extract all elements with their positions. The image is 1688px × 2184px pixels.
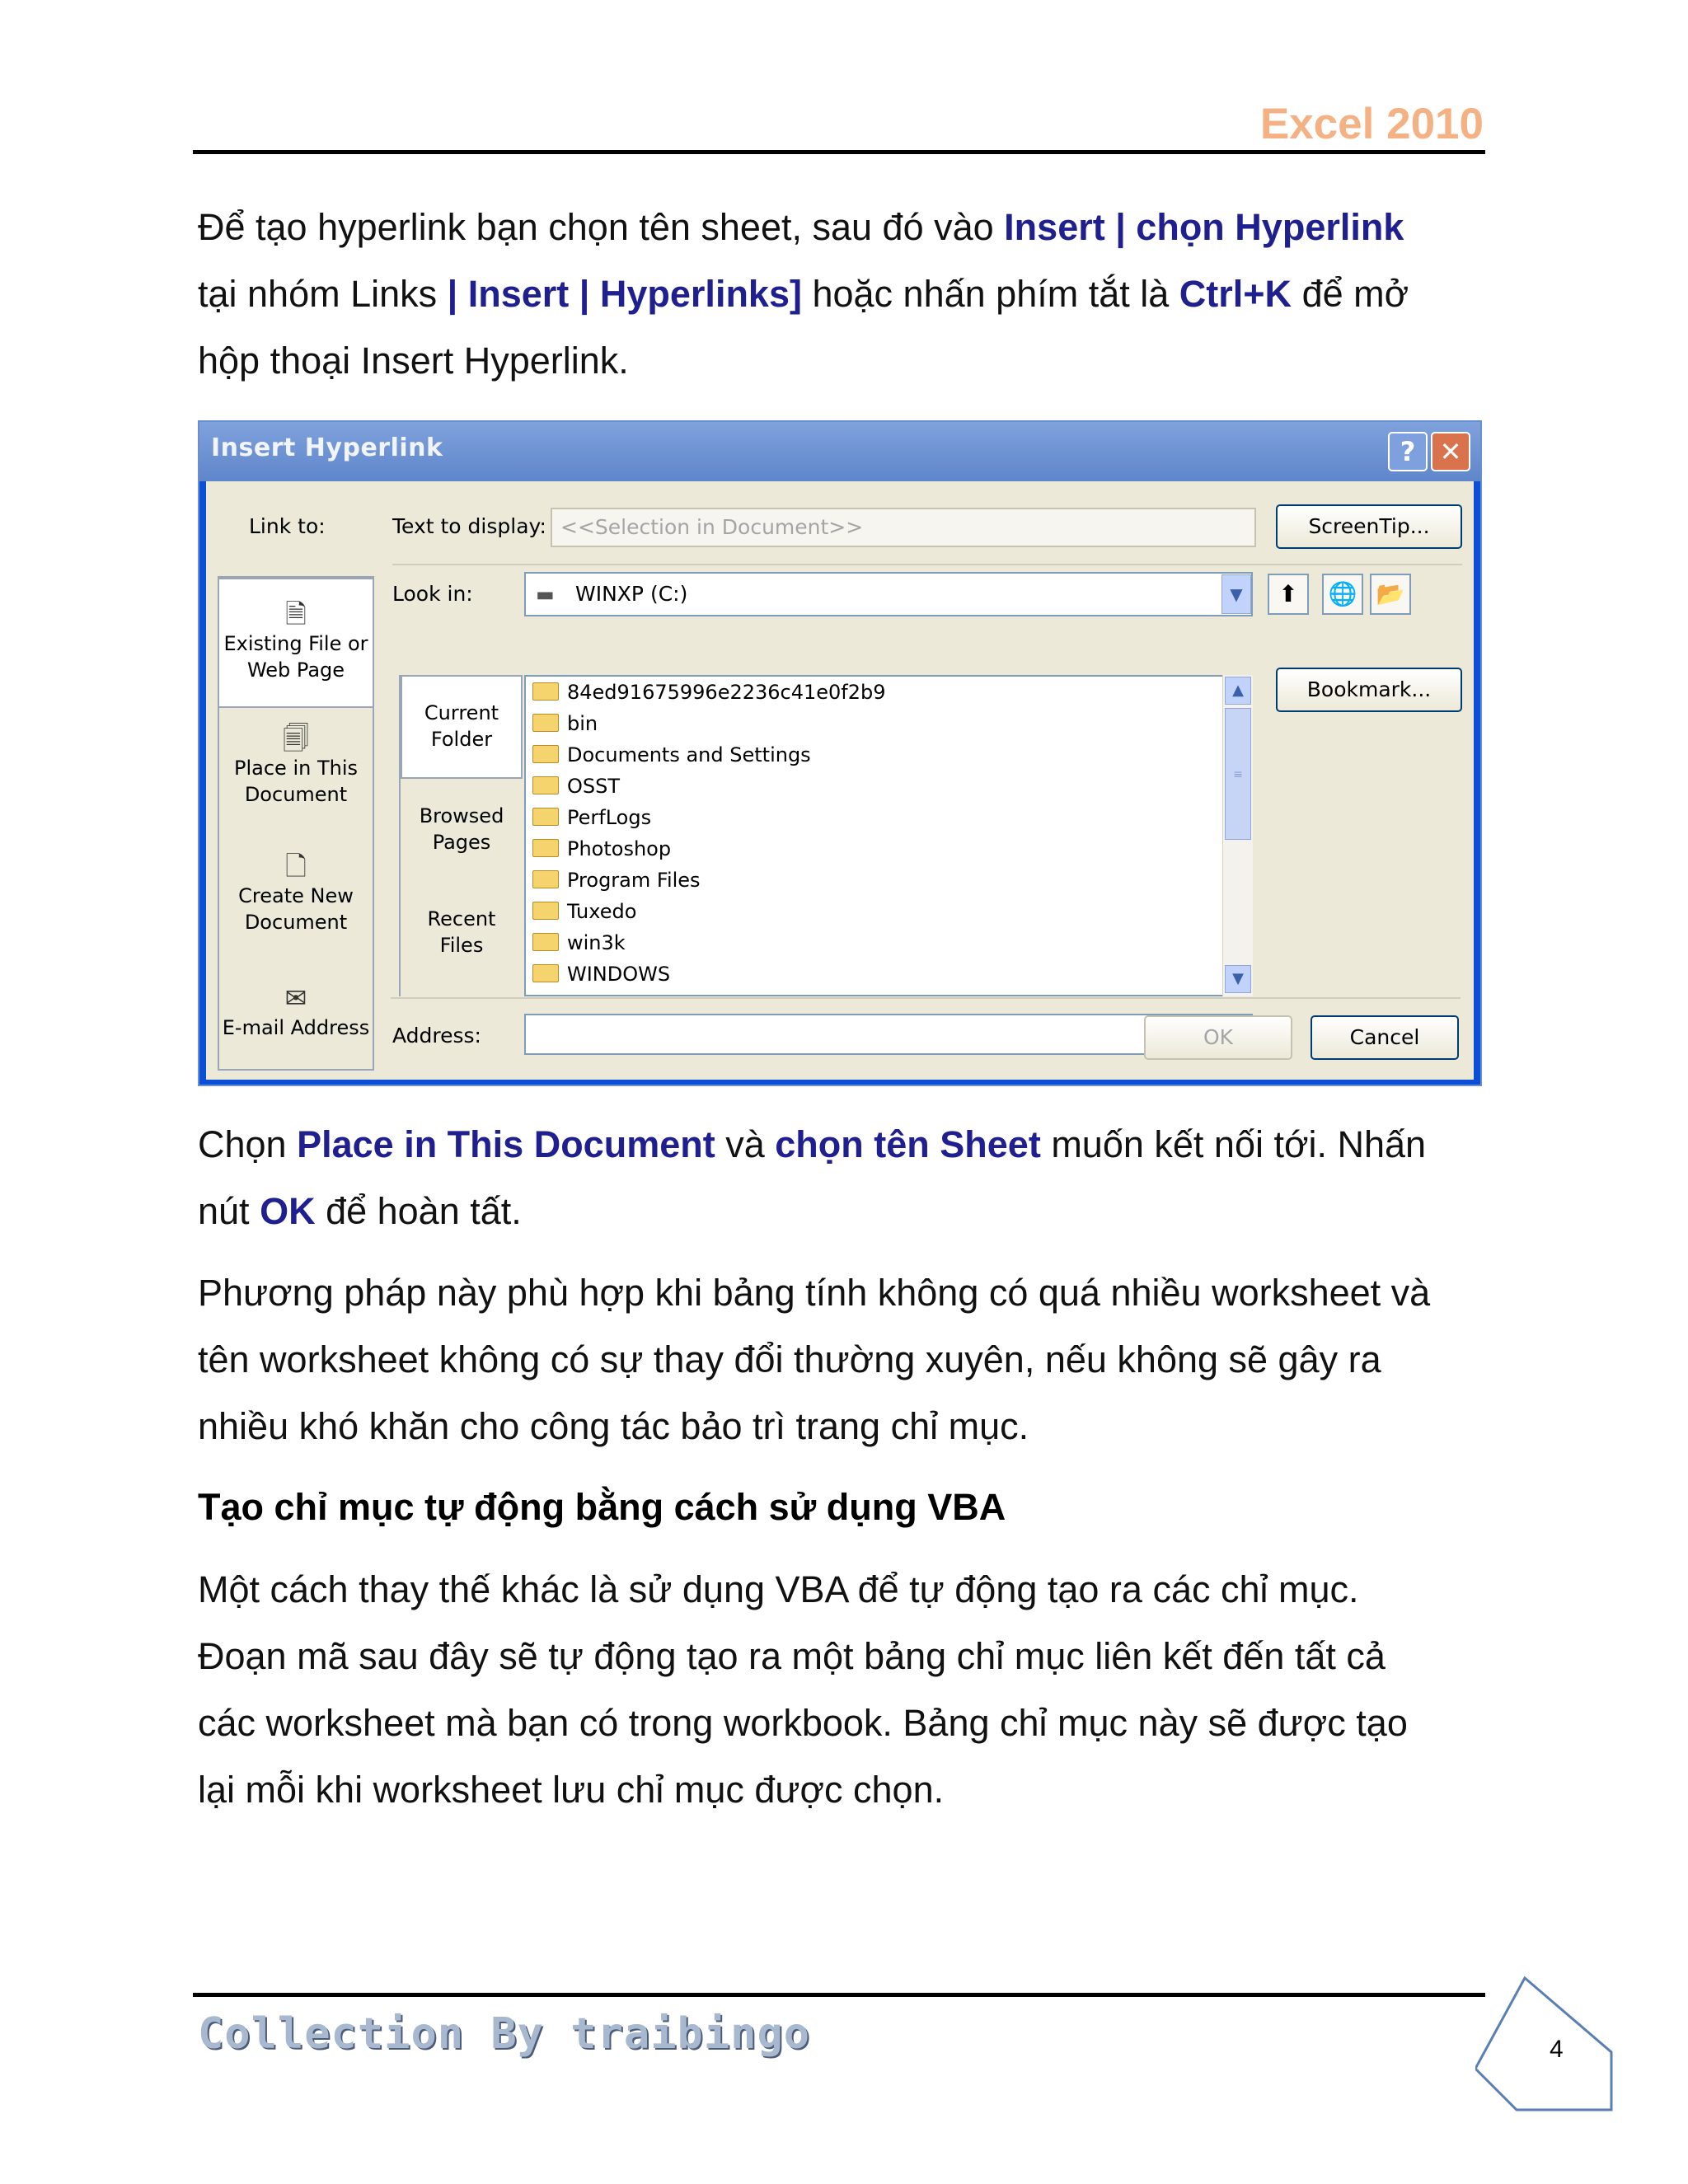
folder-icon	[532, 682, 559, 701]
dialog-body	[206, 481, 1474, 1080]
text-run: để mở	[1292, 273, 1409, 315]
scroll-thumb[interactable]: ≡	[1225, 708, 1251, 840]
link-to-label: Link to:	[249, 514, 326, 538]
email-icon: ✉	[284, 982, 307, 1014]
nav-browsed-pages[interactable]	[401, 803, 523, 855]
page-number: 4	[1550, 2036, 1564, 2063]
drive-icon: ▬	[536, 583, 555, 606]
text-run: hoặc nhấn phím tắt là	[801, 273, 1179, 315]
paragraph-line: tên worksheet không có sự thay đổi thường xuyên, nếu không sẽ gây ra	[198, 1338, 1381, 1380]
paragraph-line: các worksheet mà bạn có trong workbook. Bảng chỉ mục này sẽ được tạo	[198, 1702, 1408, 1744]
folder-icon	[532, 745, 559, 763]
browse-web-icon[interactable]: 🌐	[1322, 574, 1363, 615]
dialog-title: Insert Hyperlink	[211, 434, 443, 462]
folder-icon	[532, 870, 559, 888]
look-in-dropdown[interactable]	[524, 572, 1253, 616]
paragraph-line: nhiều khó khăn cho công tác bảo trì trang chỉ mục.	[198, 1405, 1029, 1447]
text-run: Để tạo hyperlink bạn chọn tên sheet, sau đó vào	[198, 206, 1005, 248]
file-name: Tuxedo	[567, 900, 637, 923]
insert-hyperlink-dialog	[198, 420, 1482, 1086]
link-label: Document	[244, 783, 348, 806]
footer-collection-text: Collection By traibingo	[198, 2009, 811, 2059]
nav-label: Browsed	[419, 804, 504, 827]
link-label: Web Page	[246, 658, 345, 682]
link-label: Existing File or	[223, 632, 368, 655]
highlight-text: OK	[260, 1190, 316, 1232]
highlight-text: chọn tên Sheet	[775, 1123, 1041, 1165]
link-place-in-document[interactable]	[219, 722, 373, 808]
file-name: PerfLogs	[567, 806, 652, 829]
paragraph-line	[198, 1178, 1484, 1244]
look-in-label: Look in:	[392, 582, 473, 606]
folder-icon	[532, 933, 559, 951]
folder-icon	[532, 714, 559, 732]
list-item[interactable]	[532, 865, 701, 896]
bookmark-button[interactable]: Bookmark...	[1276, 668, 1462, 712]
divider	[392, 564, 1462, 565]
file-name: Documents and Settings	[567, 743, 811, 766]
link-existing-file[interactable]	[218, 578, 374, 708]
nav-label: Recent	[427, 907, 496, 930]
link-label: E-mail Address	[222, 1016, 370, 1039]
paragraph-line: Đoạn mã sau đây sẽ tự động tạo ra một bảng chỉ mục liên kết đến tất cả	[198, 1635, 1386, 1677]
list-item[interactable]	[532, 708, 598, 739]
dialog-titlebar	[199, 422, 1480, 481]
browse-nav-panel	[399, 675, 523, 996]
new-document-icon: 🗋	[285, 851, 307, 882]
paragraph-line	[198, 260, 1484, 327]
address-label: Address:	[392, 1024, 481, 1047]
paragraph-line	[198, 1111, 1484, 1178]
text-run: tại nhóm Links	[198, 273, 448, 315]
screentip-button[interactable]: ScreenTip...	[1276, 504, 1462, 549]
file-list	[524, 675, 1253, 996]
file-name: 84ed91675996e2236c41e0f2b9	[567, 681, 886, 704]
text-run: và	[715, 1123, 776, 1165]
nav-label: Current	[424, 701, 499, 724]
help-button[interactable]: ?	[1388, 432, 1428, 471]
list-item[interactable]	[532, 771, 620, 802]
header-rule	[193, 150, 1485, 154]
folder-icon	[532, 964, 559, 982]
text-to-display-field[interactable]: <<Selection in Document>>	[551, 508, 1256, 547]
link-label: Place in This	[234, 757, 358, 780]
paragraph-line: Một cách thay thế khác là sử dụng VBA để tự động tạo ra các chỉ mục.	[198, 1568, 1359, 1610]
highlight-text: Ctrl+K	[1179, 273, 1292, 315]
folder-icon	[532, 776, 559, 794]
document-place-icon: 🗐	[283, 723, 309, 754]
paragraph-line	[198, 194, 1484, 260]
text-run: để hoàn tất.	[315, 1190, 522, 1232]
link-email-address[interactable]	[219, 982, 373, 1041]
nav-label: Folder	[430, 728, 493, 751]
header-title: Excel 2010	[1259, 100, 1484, 148]
paragraph-instruction	[198, 1111, 1484, 1244]
chevron-up-icon[interactable]: ▲	[1225, 677, 1251, 705]
nav-recent-files[interactable]	[401, 906, 523, 958]
file-name: OSST	[567, 775, 621, 798]
nav-label: Files	[439, 934, 484, 957]
paragraph-method	[198, 1259, 1484, 1460]
list-item[interactable]	[532, 958, 670, 990]
divider	[391, 997, 1461, 999]
page-number-badge	[1475, 1974, 1615, 2114]
paragraph-intro	[198, 194, 1484, 394]
highlight-text: Insert | chọn Hyperlink	[1004, 206, 1404, 248]
browse-file-icon[interactable]: 📂	[1370, 574, 1411, 615]
list-item[interactable]	[532, 896, 636, 927]
nav-label: Pages	[432, 831, 491, 854]
text-to-display-label: Text to display:	[392, 514, 546, 538]
list-item[interactable]	[532, 927, 626, 958]
list-item[interactable]	[532, 677, 886, 708]
link-create-new-document[interactable]	[219, 850, 373, 935]
list-item[interactable]	[532, 833, 671, 865]
ok-button[interactable]: OK	[1144, 1015, 1292, 1060]
list-item[interactable]	[532, 802, 651, 833]
folder-icon	[532, 839, 559, 857]
close-button[interactable]: ✕	[1431, 432, 1470, 471]
file-list-scrollbar[interactable]	[1222, 675, 1253, 996]
file-name: bin	[567, 712, 598, 735]
paragraph-vba	[198, 1556, 1484, 1823]
paragraph-line: lại mỗi khi worksheet lưu chỉ mục được chọn.	[198, 1769, 945, 1811]
paragraph-line: Phương pháp này phù hợp khi bảng tính không có quá nhiều worksheet và	[198, 1272, 1431, 1314]
chevron-down-icon[interactable]: ▼	[1221, 574, 1251, 614]
look-in-value: WINXP (C:)	[575, 582, 688, 606]
file-name: WINDOWS	[567, 963, 671, 986]
text-run: muốn kết nối tới. Nhấn	[1040, 1123, 1427, 1165]
link-to-panel	[218, 576, 374, 1071]
nav-current-folder[interactable]	[401, 675, 523, 779]
up-folder-icon[interactable]: ⬆	[1268, 574, 1309, 615]
section-heading: Tạo chỉ mục tự động bằng cách sử dụng VBA	[198, 1486, 1006, 1528]
text-run: Chọn	[198, 1123, 298, 1165]
footer-rule	[193, 1993, 1485, 1997]
folder-icon	[532, 808, 559, 826]
paragraph-line: hộp thoại Insert Hyperlink.	[198, 340, 629, 382]
link-label: Document	[244, 911, 348, 934]
chevron-down-icon[interactable]: ▼	[1225, 965, 1251, 993]
file-name: win3k	[567, 931, 626, 954]
highlight-text: Place in This Document	[297, 1123, 715, 1165]
file-name: Photoshop	[567, 837, 672, 860]
highlight-text: | Insert | Hyperlinks]	[447, 273, 802, 315]
list-item[interactable]	[532, 739, 811, 771]
cancel-button[interactable]: Cancel	[1311, 1015, 1459, 1060]
text-run: nút	[198, 1190, 260, 1232]
file-name: Program Files	[567, 869, 701, 892]
web-file-icon: 🗎	[285, 598, 307, 630]
link-label: Create New	[238, 884, 354, 907]
folder-icon	[532, 902, 559, 920]
